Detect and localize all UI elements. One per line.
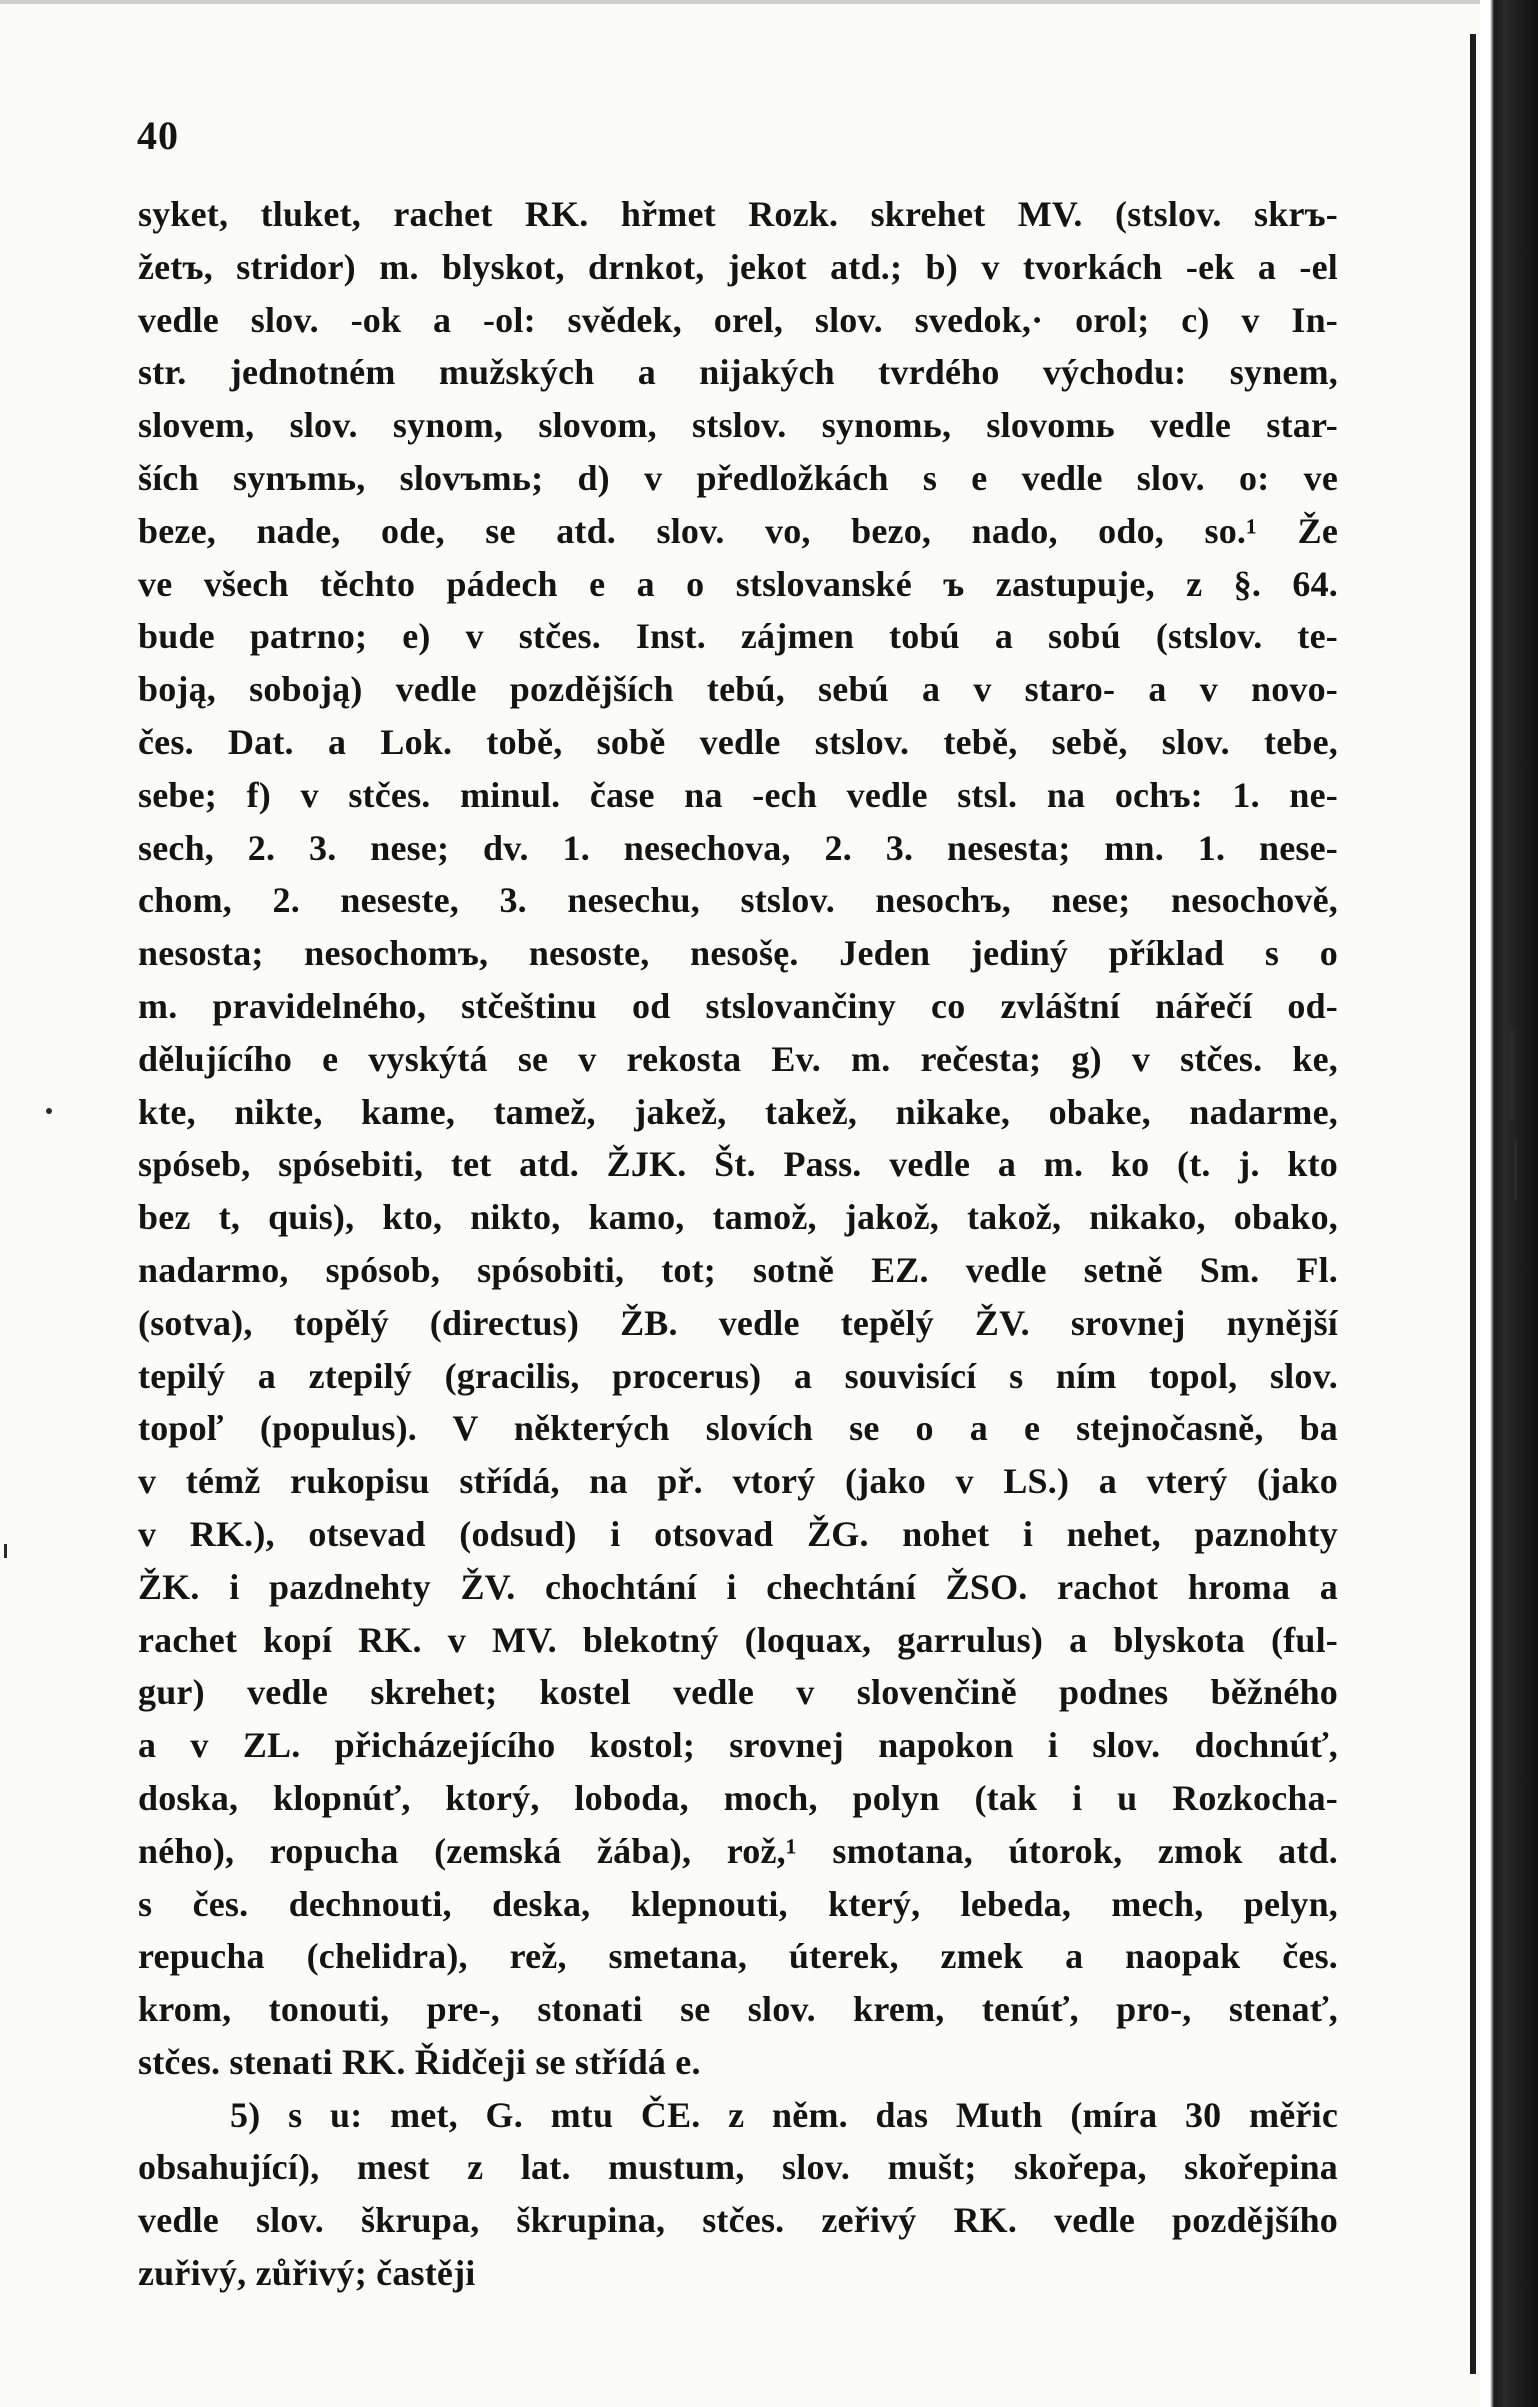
margin-speck	[46, 1108, 52, 1114]
margin-mark	[1514, 1140, 1517, 1200]
text-line: topoľ (populus). V některých slovích se o a e stejnočasně, ba	[138, 1408, 1338, 1449]
top-edge-shadow	[0, 0, 1480, 4]
text-line: syket, tluket, rachet RK. hřmet Rozk. skrehet MV. (stslov. skrъ-	[138, 194, 1338, 234]
text-line: ného), ropucha (zemská žába), rož,¹ smotana, útorok, zmok atd.	[138, 1830, 1338, 1871]
scan-dark-edge	[1480, 0, 1538, 2407]
text-line: chom, 2. neseste, 3. nesechu, stslov. nesochъ, nese; nesochově,	[138, 880, 1338, 921]
text-line: repucha (chelidra), rež, smetana, úterek, zmek a naopak čes.	[138, 1936, 1338, 1977]
text-line: v RK.), otsevad (odsud) i otsovad ŽG. nohet i nehet, paznohty	[138, 1513, 1338, 1554]
text-line: ŽK. i pazdnehty ŽV. chochtání i chechtání ŽSO. rachot hroma a	[138, 1566, 1338, 1607]
text-line: kte, nikte, kame, tamež, jakež, takež, nikake, obake, nadarme,	[138, 1091, 1338, 1132]
text-line: boją, soboją) vedle pozdějších tebú, sebú a v staro- a v novo-	[138, 669, 1338, 710]
text-line: sebe; f) v stčes. minul. čase na -ech vedle stsl. na ochъ: 1. ne-	[138, 774, 1338, 815]
margin-speck	[4, 1544, 7, 1558]
text-line: rachet kopí RK. v MV. blekotný (loquax, garrulus) a blyskota (ful-	[138, 1619, 1338, 1660]
text-line: spóseb, spósebiti, tet atd. ŽJK. Št. Pass. vedle a m. ko (t. j. kto	[138, 1144, 1338, 1185]
text-line: vedle slov. škrupa, škrupina, stčes. zeřivý RK. vedle pozdějšího	[138, 2200, 1338, 2241]
text-line: stčes. stenati RK. Řidčeji se střídá e.	[138, 2041, 701, 2082]
text-line: gur) vedle skrehet; kostel vedle v slovenčině podnes běžného	[138, 1672, 1338, 1713]
text-line: a v ZL. přicházejícího kostol; srovnej napokon i slov. dochnúť,	[138, 1725, 1338, 1766]
text-line: bez t, quis), kto, nikto, kamo, tamož, jakož, takož, nikako, obako,	[138, 1197, 1338, 1238]
text-line: m. pravidelného, stčeštinu od stslovančiny co zvláštní nářečí od-	[138, 985, 1338, 1026]
text-line: zuřivý, zůřivý; častěji	[138, 2253, 476, 2294]
text-line: čes. Dat. a Lok. tobě, sobě vedle stslov. tebě, sebě, slov. tebe,	[138, 721, 1338, 762]
body-text	[138, 188, 1338, 2300]
text-line: 5) s u: met, G. mtu ČE. z něm. das Muth (míra 30 měřic	[230, 2094, 1338, 2135]
margin-mark	[1510, 1030, 1514, 1120]
text-line: žetъ, stridor) m. blyskot, drnkot, jekot atd.; b) v tvorkách -ek a -el	[138, 246, 1338, 287]
text-line: obsahující), mest z lat. mustum, slov. mušt; skořepa, skořepina	[138, 2147, 1338, 2188]
text-line: slovem, slov. synom, slovom, stslov. synomь, slovomь vedle star-	[138, 405, 1338, 446]
text-line: ve všech těchto pádech e a o stslovanské ъ zastupuje, z §. 64.	[138, 563, 1338, 604]
text-line: beze, nade, ode, se atd. slov. vo, bezo, nado, odo, so.¹ Že	[138, 510, 1338, 551]
text-line: dělujícího e vyskýtá se v rekosta Ev. m. rečesta; g) v stčes. ke,	[138, 1038, 1338, 1079]
text-line: sech, 2. 3. nese; dv. 1. nesechova, 2. 3. nesesta; mn. 1. nese-	[138, 827, 1338, 868]
text-line: str. jednotném mužských a nijakých tvrdého východu: synem,	[138, 352, 1338, 393]
text-line: vedle slov. -ok a -ol: svědek, orel, slov. svedok,· orol; c) v In-	[138, 299, 1338, 340]
text-line: tepilý a ztepilý (gracilis, procerus) a souvisící s ním topol, slov.	[138, 1355, 1338, 1396]
text-line: krom, tonouti, pre-, stonati se slov. krem, tenúť, pro-, stenať,	[138, 1989, 1338, 2030]
page-number: 40	[137, 113, 179, 158]
text-line: nadarmo, spósob, spósobiti, tot; sotně EZ. vedle setně Sm. Fl.	[138, 1249, 1338, 1290]
text-line: nesosta; nesochomъ, nesoste, nesošę. Jeden jediný příklad s o	[138, 933, 1338, 974]
text-line: ších synъmь, slovъmь; d) v předložkách s e vedle slov. o: ve	[138, 457, 1338, 498]
text-line: bude patrno; e) v stčes. Inst. zájmen tobú a sobú (stslov. te-	[138, 616, 1338, 657]
text-line: v témž rukopisu střídá, na př. vtorý (jako v LS.) a vterý (jako	[138, 1461, 1338, 1502]
text-line: (sotva), topělý (directus) ŽB. vedle tepělý ŽV. srovnej nynější	[138, 1302, 1338, 1343]
text-line: s čes. dechnouti, deska, klepnouti, který, lebeda, mech, pelyn,	[138, 1883, 1338, 1924]
text-line: doska, klopnúť, ktorý, loboda, moch, polyn (tak i u Rozkocha-	[138, 1777, 1338, 1818]
page-binding-rule	[1470, 34, 1476, 2374]
